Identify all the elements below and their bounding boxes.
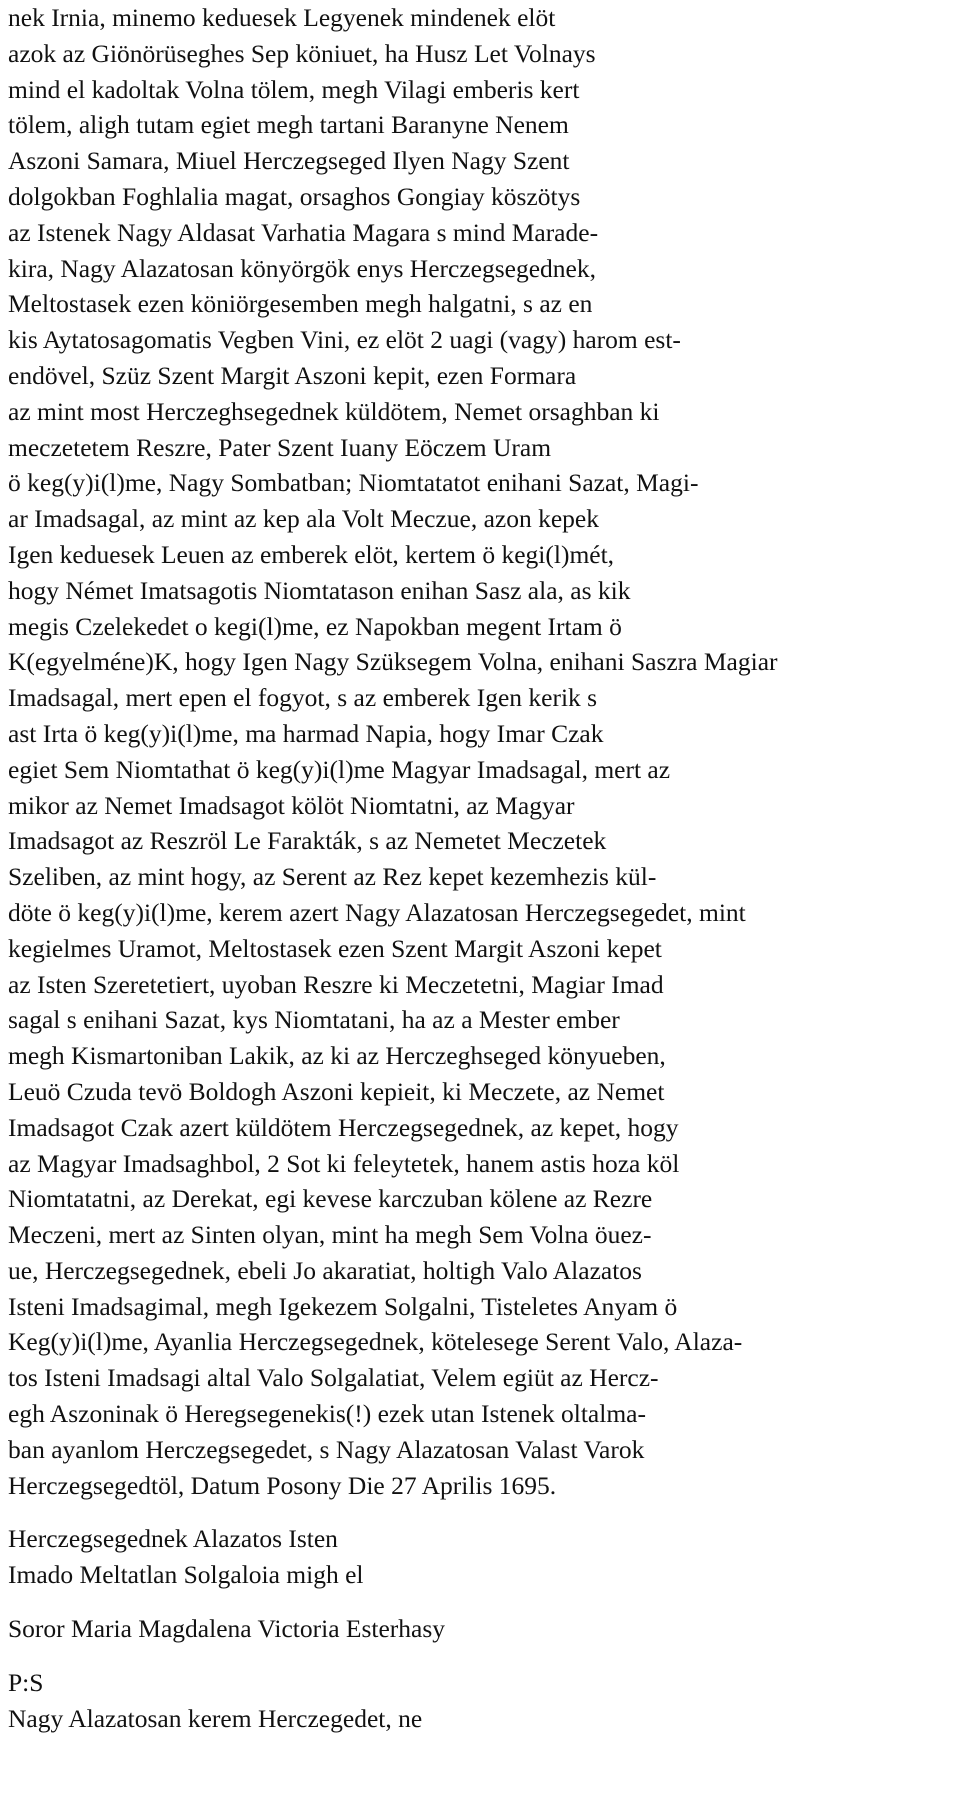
body-line: nek Irnia, minemo keduesek Legyenek mindenek elöt: [8, 3, 556, 32]
body-line: Aszoni Samara, Miuel Herczegseged Ilyen Nagy Szent: [8, 146, 570, 176]
body-line: Leuö Czuda tevö Boldogh Aszoni kepieit, ki Meczete, az Nemet: [8, 1076, 665, 1106]
body-line: Niomtatatni, az Derekat, egi kevese karczuban kölene az Rezre: [8, 1184, 653, 1214]
postscript-line: Nagy Alazatosan kerem Herczegedet, ne: [8, 1704, 423, 1734]
postscript-label: P:S: [8, 1668, 44, 1698]
postscript: [8, 1665, 958, 1737]
paragraph-gap: [8, 1593, 958, 1611]
letter-closing: [8, 1521, 958, 1593]
body-line: kis Aytatosagomatis Vegben Vini, ez elöt 2 uagi (vagy) harom est-: [8, 325, 681, 355]
body-line: tos Isteni Imadsagi altal Valo Solgalatiat, Velem egiüt az Hercz-: [8, 1363, 659, 1393]
body-line: sagal s enihani Sazat, kys Niomtatani, ha az a Mester ember: [8, 1005, 620, 1035]
body-line: ue, Herczegsegednek, ebeli Jo akaratiat, holtigh Valo Alazatos: [8, 1255, 642, 1285]
body-line: Herczegsegedtöl, Datum Posony Die 27 Aprilis 1695.: [8, 1470, 557, 1500]
body-line: endövel, Szüz Szent Margit Aszoni kepit, ezen Formara: [8, 360, 577, 390]
body-line: azok az Giönörüseghes Sep köniuet, ha Husz Let Volnays: [8, 38, 596, 68]
body-line: kegielmes Uramot, Meltostasek ezen Szent Margit Aszoni kepet: [8, 933, 662, 963]
body-line: az Istenek Nagy Aldasat Varhatia Magara s mind Marade-: [8, 217, 599, 247]
body-line: Imadsagot az Reszröl Le Farakták, s az Nemetet Meczetek: [8, 826, 607, 856]
body-line: Igen keduesek Leuen az emberek elöt, kertem ö kegi(l)mét,: [8, 539, 615, 569]
body-line: az mint most Herczeghsegednek küldötem, Nemet orsaghban ki: [8, 396, 660, 426]
body-line: ban ayanlom Herczegsegedet, s Nagy Alazatosan Valast Varok: [8, 1434, 645, 1464]
paragraph-gap: [8, 1503, 958, 1521]
body-line: K(egyelméne)K, hogy Igen Nagy Szüksegem Volna, enihani Saszra Magiar: [8, 647, 778, 677]
body-line: hogy Német Imatsagotis Niomtatason enihan Sasz ala, as kik: [8, 575, 631, 605]
body-line: az Magyar Imadsaghbol, 2 Sot ki feleytetek, hanem astis hoza köl: [8, 1148, 680, 1178]
body-line: Keg(y)i(l)me, Ayanlia Herczegsegednek, kötelesege Serent Valo, Alaza-: [8, 1327, 743, 1357]
body-line: kira, Nagy Alazatosan könyörgök enys Herczegsegednek,: [8, 253, 596, 283]
body-line: az Isten Szeretetiert, uyoban Reszre ki Meczetetni, Magiar Imad: [8, 969, 664, 999]
signature-line: Soror Maria Magdalena Victoria Esterhasy: [8, 1614, 446, 1644]
paragraph-gap: [8, 1647, 958, 1665]
body-line: Isteni Imadsagimal, megh Igekezem Solgalni, Tisteletes Anyam ö: [8, 1291, 678, 1321]
body-line: ar Imadsagal, az mint az kep ala Volt Meczue, azon kepek: [8, 504, 599, 534]
closing-line: Imado Meltatlan Solgaloia migh el: [8, 1560, 364, 1590]
body-line: dolgokban Foghlalia magat, orsaghos Gongiay köszötys: [8, 181, 581, 211]
body-line: döte ö keg(y)i(l)me, kerem azert Nagy Alazatosan Herczegsegedet, mint: [8, 897, 746, 927]
body-line: Meltostasek ezen köniörgesemben megh halgatni, s az en: [8, 289, 593, 319]
body-line: egiet Sem Niomtathat ö keg(y)i(l)me Magyar Imadsagal, mert az: [8, 754, 671, 784]
body-line: mind el kadoltak Volna tölem, megh Vilagi emberis kert: [8, 74, 580, 104]
body-line: megh Kismartoniban Lakik, az ki az Herczeghseged könyueben,: [8, 1041, 666, 1071]
letter-page: [8, 0, 958, 1737]
body-line: meczetetem Reszre, Pater Szent Iuany Eöczem Uram: [8, 432, 552, 462]
body-line: Szeliben, az mint hogy, az Serent az Rez kepet kezemhezis kül-: [8, 862, 657, 892]
body-line: Meczeni, mert az Sinten olyan, mint ha megh Sem Volna öuez-: [8, 1220, 652, 1250]
body-line: Imadsagal, mert epen el fogyot, s az emberek Igen kerik s: [8, 683, 598, 713]
closing-line: Herczegsegednek Alazatos Isten: [8, 1524, 338, 1554]
body-line: Imadsagot Czak azert küldötem Herczegsegednek, az kepet, hogy: [8, 1112, 679, 1142]
letter-body: [8, 0, 958, 1503]
body-line: ast Irta ö keg(y)i(l)me, ma harmad Napia, hogy Imar Czak: [8, 718, 604, 748]
letter-signature: [8, 1611, 958, 1647]
body-line: ö keg(y)i(l)me, Nagy Sombatban; Niomtatatot enihani Sazat, Magi-: [8, 468, 699, 498]
body-line: megis Czelekedet o kegi(l)me, ez Napokban megent Irtam ö: [8, 611, 622, 641]
body-line: mikor az Nemet Imadsagot kölöt Niomtatni, az Magyar: [8, 790, 575, 820]
body-line: tölem, aligh tutam egiet megh tartani Baranyne Nenem: [8, 110, 569, 140]
body-line: egh Aszoninak ö Heregsegenekis(!) ezek utan Istenek oltalma-: [8, 1399, 646, 1429]
